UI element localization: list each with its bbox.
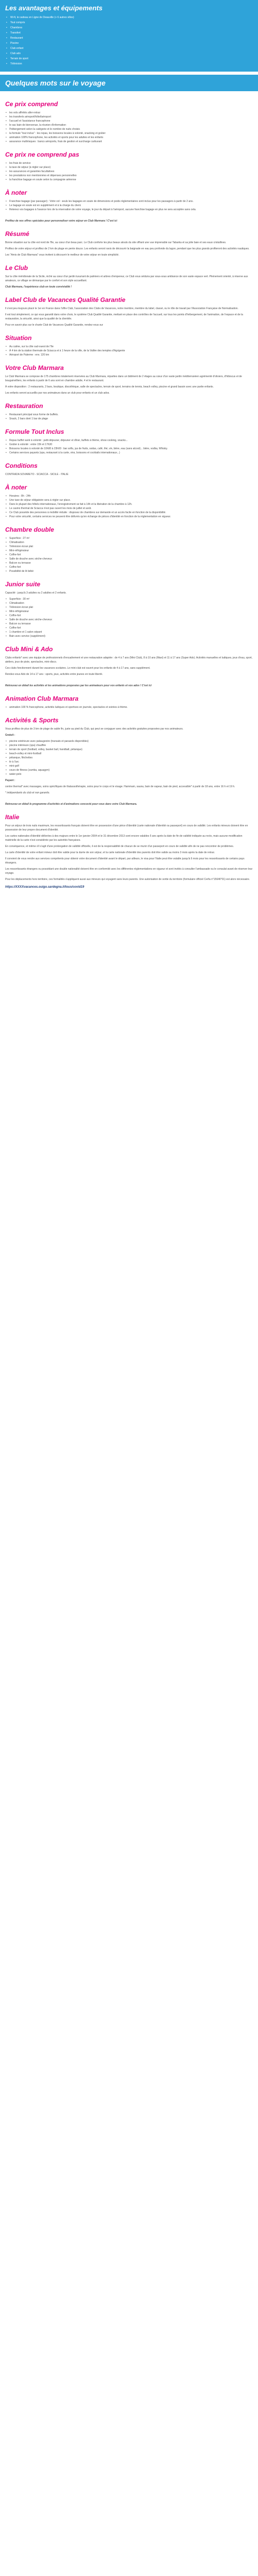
retrouvez2-section (5, 802, 253, 806)
chambre-list (5, 536, 253, 573)
compris-title: Ce prix comprend (5, 100, 58, 108)
club-mini-title: Club Mini & Ado (5, 646, 53, 653)
activites-title: Activités & Sports (5, 717, 59, 724)
formule-title: Formule Tout Inclus (5, 428, 64, 435)
list-item: • Certains services payants (spa, restaurant à la carte, vins, boissons et cocktails internationaux...) (5, 451, 253, 455)
equipement-item: • Club ado (5, 51, 253, 56)
votre-club-text: Le Club Marmara se compose de 175 chambres totalement réservées au Club Marmara, réparties dans un bâtiment de 2 étages au cœur d'un vaste jardin méditerranéen agrémenté d'oliviers, d'hibiscus et de bougainvilliers, les enfants à partir de 6 ans sont en chambre adulte, 4 et le restaurant. (5, 375, 242, 382)
list-item: • À 4 km de la station thermale de Sciacca et à 1 heure de la ville, de la Vallée des temples d'Agrigente (5, 349, 253, 353)
non-compris-section (5, 151, 253, 182)
junior-title: Junior suite (5, 581, 41, 588)
italie-text: Pour les déplacements hors territoire, ces formalités s'appliquent aussi aux mineurs qui voyagent sans leurs parents. Une autorisation de sortie du territoire (formulaire officiel Cerfa n°15646*01) est alors nécessaire. (5, 878, 250, 881)
gratuit-list (5, 739, 253, 776)
list-item: • piscine intérieure (spa) chauffée (5, 743, 253, 748)
italie-text: Pour un séjour de trois nuits maximum, les ressortissants français doivent être en possession d'une pièce d'identité (carte nationale d'identité ou passeport) en cours de validité. Les enfants mineurs doivent être en possession de leur propre document d'identité. (5, 824, 248, 832)
list-item: • Superficie : 27 m² (5, 536, 253, 540)
list-item: • Bain avec service (supplément) (5, 634, 253, 638)
list-item: • Le bagage en soute est en supplément et à la charge du client. (5, 204, 253, 208)
list-item: • Coffre-fort (5, 626, 253, 630)
club-mini-text: Clubs enfants* avec une équipe de professionnels d'encadrement et une restauration adaptée : de 4 à 7 ans (Mini Club), 8 à 10 ans (Maxi) et 11 à 17 ans (Super Ado). Activités manuelles et ludiques, jeux d'eau, sport, ateliers, jeux de piste, spectacles, mini-disco. (5, 656, 253, 664)
non-compris-title: Ce prix ne comprend pas (5, 151, 79, 158)
activites-note: * indépendants du club et non garantis. (5, 791, 50, 794)
label-title: Label Club de Vacances Qualité Garantie (5, 296, 125, 303)
list-item: • animation 100 % francophone, activités ludiques et sportives en journée, spectacles et soirées à thème. (5, 705, 253, 709)
votre-club-title: Votre Club Marmara (5, 364, 64, 371)
list-item: • Snack, 2 bars dont 1 bar de plage (5, 417, 253, 421)
italie-text: Les ressortissants étrangers ou possédant une double nationalité doivent être en conformité avec les différentes réglementations en vigueur et sont invités à consulter l'ambassade ou le consulat avant de réserver leur voyage. (5, 868, 253, 875)
formule-section (5, 428, 253, 455)
list-item: • Coffre-fort (5, 614, 253, 618)
list-item: • 1 chambre et 1 salon séparé (5, 630, 253, 634)
resume-text: Bonne situation sur la côte est nord de l'île, au cœur d'un beau parc. Le Club conforte les plus beaux atouts du site offrant une vue imprenable sur Tabarka et sa jolie baie et ses eaux cristallines. (5, 241, 227, 244)
list-item: • Possibilité de lit bébé (5, 569, 253, 573)
list-item: • beach-volley et mini-football (5, 752, 253, 756)
club-title: Le Club (5, 264, 28, 272)
resume-text: Profitez de votre séjour et profitez de 2 km de plage en pente douce. Les enfants seront ravis de découvrir la baignade en eau peu profonde du lagon, pendant que les plus grands profiteront des activités nautiques. (5, 247, 250, 250)
club-tagline: Club Marmara, l'expérience club en toute convivialité ! (5, 285, 72, 289)
list-item: • mini-golf (5, 764, 253, 768)
italie-section (5, 814, 253, 882)
list-item: • Mini-réfrigérateur (5, 609, 253, 614)
list-item: • Pour votre sécurité, certains services ne peuvent être délivrés qu'en échange de pièces d'identité en fonction de la réglementation en vigueur. (5, 515, 253, 519)
label-section (5, 296, 253, 327)
junior-list (5, 597, 253, 638)
list-item: • pétanque, fléchettes (5, 756, 253, 760)
a-noter2-list (5, 494, 253, 519)
list-item: • water-polo (5, 772, 253, 776)
list-item: • Horaires : 8h - 24h (5, 494, 253, 498)
list-item: • Superficie : 30 m² (5, 597, 253, 601)
italie-text: La carte d'identité de votre enfant mineur doit être valide pour la durée de son séjour, et la carte nationale d'identité des parents doit être valide au moins 3 mois après la date de retour. (5, 851, 215, 854)
situation-list (5, 345, 253, 357)
list-item: • les transferts aéroport/hôtel/aéroport (5, 115, 253, 119)
restauration-list (5, 413, 253, 421)
list-item: • Télévision écran plat (5, 545, 253, 549)
activites-text: Vous profitez de plus de 3 km de plage de sable fin, juste au pied du Club, qui peut se conjuguer avec des activités gratuites proposées par nos animateurs. (5, 727, 184, 731)
club-mini-section (5, 646, 253, 676)
list-item: • le sac bain de bienvenue, la réunion d'information (5, 123, 253, 127)
list-item: • Boissons locales à volonté de 10h00 à 23h00 : bar softs, jus de fruits, sodas, café, thé, vin, bière, eau (sans alcool)... bière, vodka, Whisky. (5, 447, 253, 451)
quelques-mots-banner (0, 75, 258, 91)
situation-section (5, 334, 253, 357)
restauration-section (5, 402, 253, 421)
club-mini-text: Ces clubs fonctionnent durant les vacances scolaires. Le mini-club est ouvert pour les enfants de 4 à 17 ans, sans supplément. (5, 667, 151, 670)
chambre-title: Chambre double (5, 526, 54, 533)
equipement-item: • Piscine (5, 41, 253, 46)
list-item: • l'accueil et l'assistance francophone (5, 119, 253, 123)
equipements-banner (0, 0, 258, 72)
covid-info-link[interactable]: https://XXXXvacances.ouigo.sardegna.it/tous/covid19 (5, 886, 85, 889)
list-item: • Restaurant principal sous forme de buffets. (5, 413, 253, 417)
conditions-title: Conditions (5, 462, 38, 469)
content (0, 91, 258, 905)
formule-list (5, 438, 253, 455)
equipement-item: • Télévision (5, 61, 253, 66)
list-item: • Aéroport de Palerme : env. 120 km (5, 353, 253, 357)
resume-section (5, 230, 253, 257)
offres-speciales-link[interactable]: Profitez de nos offres spéciales pour personnaliser votre séjour en Club Marmara ! C'est ici (5, 219, 117, 223)
retrouvez-programme-link[interactable]: Retrouvez en détail le programme d'activités et d'animations concocté pour vous dans votre Club Marmara. (5, 803, 137, 806)
conditions-address: CONTRADA SOVARETO - SCIACCA - SICILE - ITALIE (5, 473, 69, 476)
list-item: • Coffre-fort (5, 553, 253, 557)
list-item: • Balcon ou terrasse (5, 622, 253, 626)
club-mini-text: Rendez-vous Ado de 14 à 17 ans : sports, jeux, activités entre jeunes en toute liberté. (5, 673, 103, 676)
equipement-item: • Wi-fi, le cadeau en Ligne de Deauville (+ 6 autres villes) (5, 15, 253, 20)
compris-section (5, 100, 253, 144)
list-item: • Retenez vos bagages à l'avance lors de la réservation de votre voyage, le jour du départ à l'aéroport, aucune franchise bagage en plus ne sera acceptée sans cela. (5, 208, 253, 212)
list-item: • les assurances et garanties facultatives (5, 170, 253, 174)
list-item: • la franchise bagage en soute selon la compagnie aérienne (5, 178, 253, 182)
list-item: • Salle de douche avec sèche-cheveux (5, 618, 253, 622)
list-item: • terrain de sport (football, volley, basket ball, handball, pétanque) (5, 748, 253, 752)
list-item: • les frais de service (5, 161, 253, 165)
list-item: • Repas buffet varié à volonté : petit-déjeuner, déjeuner et dîner, buffets à thème, show cooking, snacks... (5, 438, 253, 443)
situation-title: Situation (5, 334, 32, 342)
italie-text: En conséquence, et même s'il s'agit d'une prolongation de validité officielle, il est de la responsabilité de chacun de se munir d'un passeport en cours de validité afin de ne pas rencontrer de problèmes. (5, 845, 234, 848)
list-item: • Télévision écran plat (5, 605, 253, 609)
list-item: • les vols affrétés aller-retour (5, 111, 253, 115)
list-item: • piscine extérieure avec pataugeoire (transats et parasols disponibles) (5, 739, 253, 743)
equipement-item: • Tout compris (5, 20, 253, 25)
list-item: • Une taxe de séjour obligatoire sera à régler sur place. (5, 498, 253, 502)
list-item: • Goûter à volonté : entre 15h et 17h30 (5, 443, 253, 447)
equipement-item: • Club enfant (5, 46, 253, 51)
list-item: • les prestations non mentionnées et dépenses personnelles (5, 174, 253, 178)
label-text: Il est tout simplement, ce qui vous garantit dans votre choix, le système Club Qualité Garantie, mettant en place des contrôles de l'accueil, sur tous les points d'hébergement, de l'animation, de l'espace et de la restauration, la sécurité, ainsi que la qualité de la clientèle. (5, 313, 244, 320)
resume-text: Les "Amis de Club Marmara" vous invitent à découvrir le meilleur de votre séjour en toute simplicité. (5, 253, 119, 257)
payant-text: centre thermal* avec massages, soins spécifiques de thalassothérapie, soins pour le corps et le visage. Hammam, sauna, bain de vapeur, bain de pied, accessible* à partir de 18 ans, entre 16 h et 19 h. (5, 785, 235, 788)
non-compris-list (5, 161, 253, 182)
page (0, 0, 258, 905)
a-noter-list (5, 199, 253, 212)
italie-title: Italie (5, 814, 20, 821)
club-text: Sur la côte méridionale de la Sicile, niché au cœur d'un jardin luxuriant de palmiers et arbres d'empereur, ce Club vous séduira par sous-sous ambiance de son vaste espace vert. Pleinement orienté, à réserve aux amateurs, ce village se démarque par le confort et son style accueillant. (5, 275, 248, 282)
list-item: • l'hébergement selon la catégorie et le nombre de nuits choisis (5, 127, 253, 131)
equipement-item: • Terrain de sport (5, 56, 253, 61)
restauration-title: Restauration (5, 402, 43, 410)
italie-text: Les cartes nationales d'identité délivrées à des majeurs entre le 1er janvier 2004 et le 31 décembre 2013 sont encore valables 5 ans après la date de fin de validité indiquée au recto, mais aucune modification matérielle de la carte n'est considérée par les autorités françaises. (5, 835, 243, 842)
gratuit-title: Gratuit : (5, 734, 15, 737)
list-item: • Dans le plupart des hôtels internationaux, l'enregistrement se fait à 14h et la libération de la chambre à 12h. (5, 502, 253, 506)
votre-club-text: Les enfants seront accueillis par nos animateurs dans un club pour enfants et un club ados. (5, 392, 110, 395)
a-noter2-title: À noter (5, 484, 27, 491)
a-noter-title: À noter (5, 189, 27, 196)
equipement-item: • Restaurant (5, 36, 253, 41)
equipements-list (5, 15, 253, 66)
list-item: • Franchise bagage (par passager) : Votre vol : seuls les bagages en soute de dimensions et poids réglementaires sont inclus pour les passagers à partir de 2 ans. (5, 199, 253, 204)
label-text: Il s'est peu toujours placé le 1er en France dans l'offre Club, l'association des Clubs de Vacances, notre membre, membre du label, classé, ou le rôle de travail par l'Association Française de Normalisation. (5, 307, 238, 310)
list-item: • la taxe de séjour (à régler sur place) (5, 165, 253, 170)
equipement-item: • Transfert (5, 30, 253, 36)
votre-club-section (5, 364, 253, 395)
list-item: • animation 100% francophone, les activités et sports pour les adultes et les enfants (5, 135, 253, 140)
list-item: • Balcon ou terrasse (5, 561, 253, 565)
list-item: • la formule "tout inclus" : les repas, les boissons locales à volonté, snacking et goûter (5, 131, 253, 135)
resume-title: Résumé (5, 230, 29, 238)
equipements-title: Les avantages et équipements (5, 4, 103, 12)
retrouvez-activites-link[interactable]: Retrouvez en détail les activités et les animations proposées par les animateurs pour vos enfants et vos ados ! C'est ici (5, 684, 152, 687)
activites-section (5, 717, 253, 795)
club-section (5, 264, 253, 289)
list-item: • cours de fitness (zumba, aquagym) (5, 768, 253, 772)
italie-text: Il convient de vous rendre aux services compétents pour obtenir votre document d'identité avant le départ, par ailleurs, le visa pour l'Italie peut être valable jusqu'à 6 mois pour les ressortissants de certains pays étrangers. (5, 857, 245, 865)
junior-intro: Capacité : jusqu'à 3 adultes ou 2 adultes et 2 enfants. (5, 591, 67, 595)
retrouvez1-section (5, 684, 253, 688)
animation-section (5, 695, 253, 709)
payant-title: Payant : (5, 779, 15, 782)
list-item: • Au calme, sur la côte sud-ouest de l'île (5, 345, 253, 349)
list-item: • Climatisation (5, 540, 253, 545)
equipement-item: • Chambres (5, 25, 253, 30)
a-noter2-section (5, 484, 253, 519)
list-item: • tir à l'arc (5, 760, 253, 764)
list-item: • Mini-réfrigérateur (5, 549, 253, 553)
chambre-section (5, 526, 253, 573)
list-item: • assurance multirisques : bancs aéroports, frais de gestion et surcharge carburant (5, 140, 253, 144)
conditions-section (5, 462, 253, 477)
label-link-text[interactable]: Pour en savoir plus sur le charte Club de Vacances Qualité Garantie, rendez-vous sur (5, 324, 103, 327)
list-item: • Coffre-fort (5, 565, 253, 569)
list-item: • Salle de douche avec sèche-cheveux (5, 557, 253, 561)
compris-list (5, 111, 253, 144)
animation-title: Animation Club Marmara (5, 695, 79, 702)
votre-club-text: À votre disposition : 2 restaurants, 2 bars, boutique, discothèque, salle de spectacles, terrain de sport, terrains de tennis, beach volley, piscine et grand bassin avec une partie enfants. (5, 385, 214, 388)
quelques-mots-title: Quelques mots sur le voyage (5, 79, 106, 87)
list-item: • Ce Club possède des personnes à mobilité réduite : disposez de chambres sur demande et un accès facile en fonction de la disponibilité. (5, 511, 253, 515)
list-item: • Le casino thermal de Sciacca n'est pas ouvert les mois de juillet et août. (5, 506, 253, 511)
a-noter-section (5, 189, 253, 223)
animation-list (5, 705, 253, 709)
junior-section (5, 581, 253, 638)
list-item: • Climatisation (5, 601, 253, 605)
